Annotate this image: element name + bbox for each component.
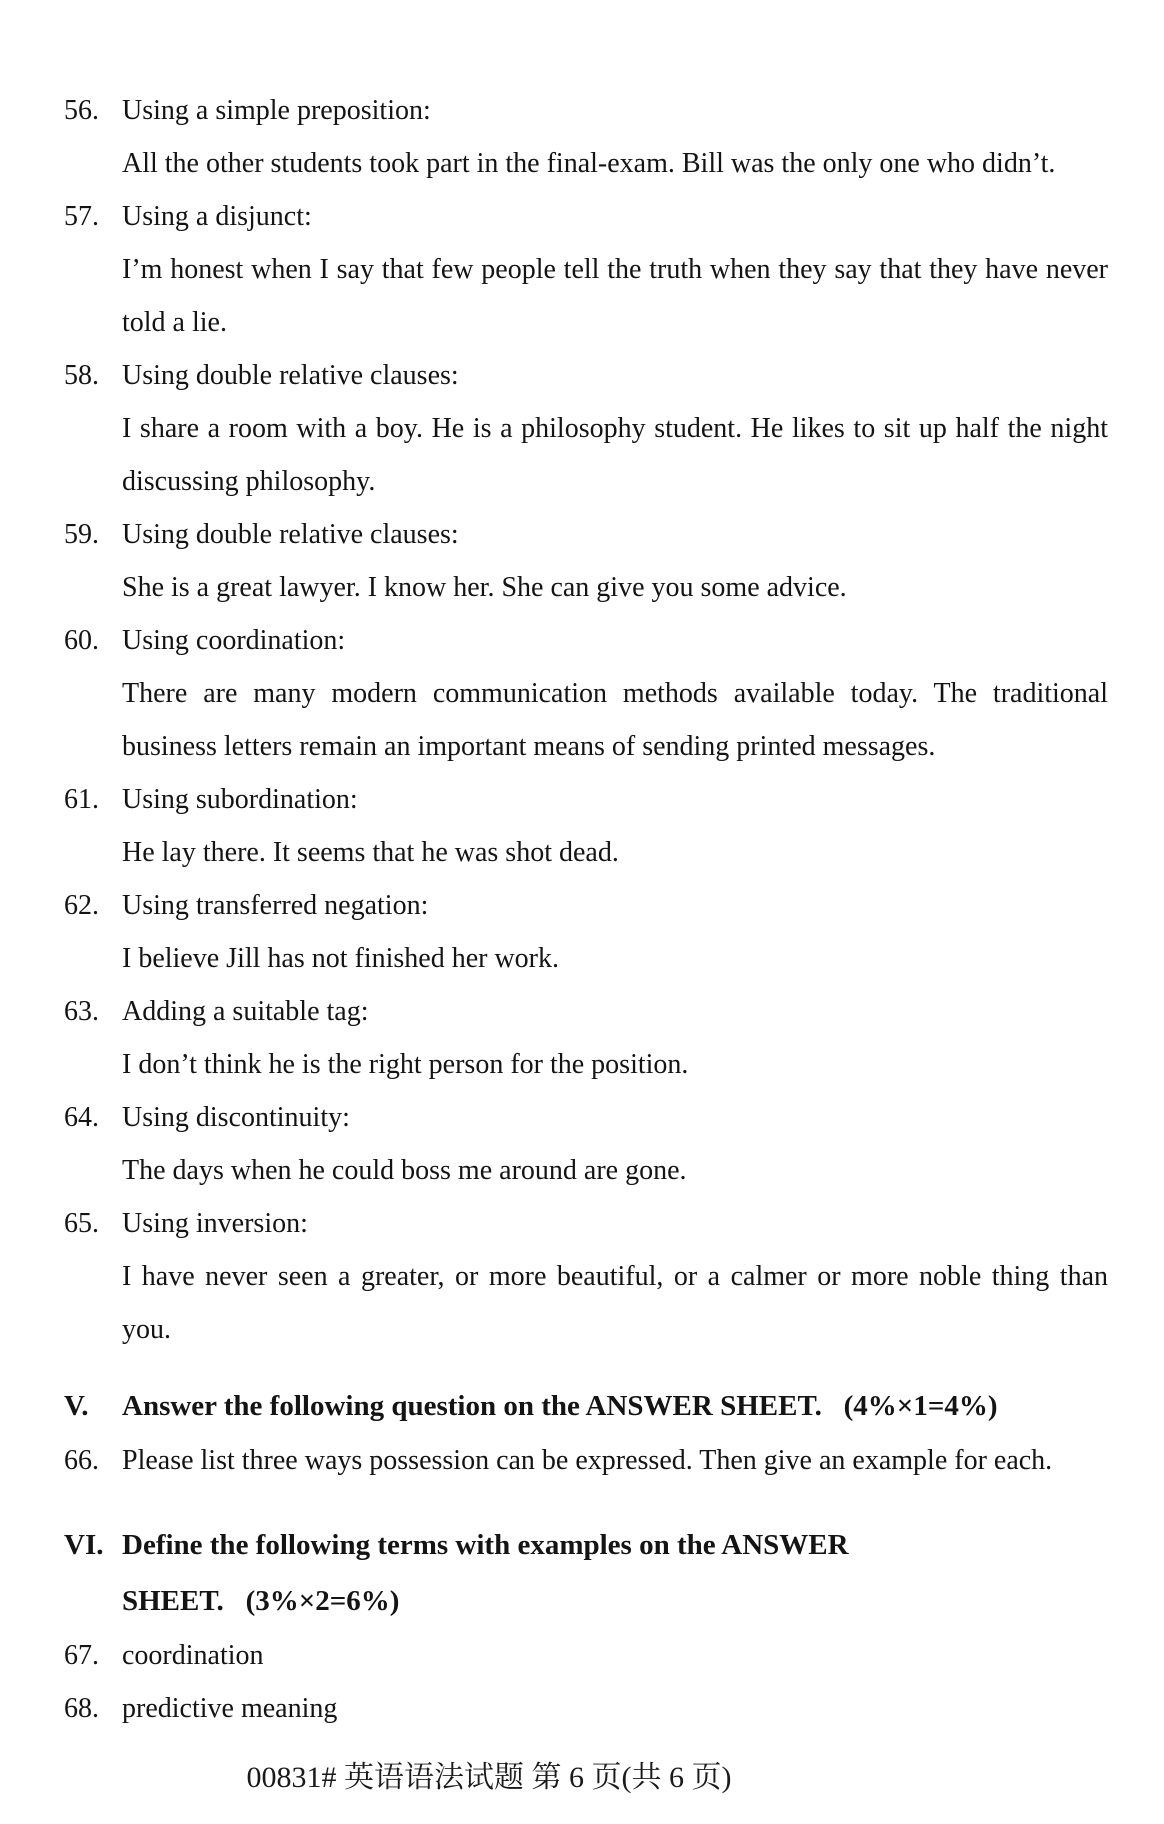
exercise-item-59 (64, 508, 1108, 614)
item-sentence: The days when he could boss me around are gone. (122, 1155, 687, 1186)
item-sentence: I share a room with a boy. He is a philosophy student. He likes to sit up half the night discussing philosophy. (122, 413, 1108, 497)
item-number: 61. (64, 784, 99, 815)
section-title (122, 1378, 998, 1434)
item-number: 62. (64, 890, 99, 921)
section-v-heading (64, 1378, 1108, 1434)
item-instruction: Using a disjunct: (122, 201, 312, 232)
item-number: 68. (64, 1693, 99, 1724)
exercise-item-64 (64, 1091, 1108, 1197)
item-number: 64. (64, 1102, 99, 1133)
section-title (122, 1517, 1108, 1629)
exercise-item-62 (64, 879, 1108, 985)
item-number: 63. (64, 996, 99, 1027)
item-sentence: I believe Jill has not finished her work. (122, 943, 560, 974)
item-text: predictive meaning (122, 1693, 338, 1724)
exercise-item-56 (64, 84, 1108, 190)
page-footer: 00831# 英语语法试题 第 6 页(共 6 页) (246, 1761, 732, 1794)
item-sentence: All the other students took part in the final-exam. Bill was the only one who didn’t. (122, 148, 1056, 179)
item-instruction: Using double relative clauses: (122, 519, 459, 550)
item-number: 57. (64, 201, 99, 232)
item-instruction: Using a simple preposition: (122, 95, 431, 126)
item-number: 65. (64, 1208, 99, 1239)
item-instruction: Using subordination: (122, 784, 358, 815)
item-sentence: I’m honest when I say that few people tell the truth when they say that they have never told a lie. (122, 254, 1108, 338)
exercise-item-61 (64, 773, 1108, 879)
section-title-text: Define the following terms with examples on the ANSWER SHEET. (122, 1529, 849, 1617)
exercise-item-58 (64, 349, 1108, 508)
item-instruction: Using inversion: (122, 1208, 308, 1239)
section-score: (4%×1=4%) (843, 1390, 998, 1422)
section-numeral: V. (64, 1390, 89, 1422)
section-title-text: Answer the following question on the ANSWER SHEET. (122, 1390, 822, 1422)
item-sentence: She is a great lawyer. I know her. She can give you some advice. (122, 572, 847, 603)
section-vi-heading (64, 1517, 1108, 1629)
item-instruction: Using discontinuity: (122, 1102, 350, 1133)
exercise-item-63 (64, 985, 1108, 1091)
item-instruction: Adding a suitable tag: (122, 996, 369, 1027)
section-numeral: VI. (64, 1529, 104, 1561)
item-instruction: Using transferred negation: (122, 890, 429, 921)
exercise-item-57 (64, 190, 1108, 349)
item-sentence: He lay there. It seems that he was shot dead. (122, 837, 619, 868)
item-number: 66. (64, 1445, 99, 1476)
exercise-item-67 (64, 1629, 1108, 1682)
exercise-item-68 (64, 1682, 1108, 1735)
item-number: 59. (64, 519, 99, 550)
item-text: Please list three ways possession can be expressed. Then give an example for each. (122, 1445, 1053, 1476)
item-sentence: I don’t think he is the right person for the position. (122, 1049, 689, 1080)
item-sentence: There are many modern communication methods available today. The traditional business letters remain an important means of sending printed messages. (122, 678, 1108, 762)
item-number: 58. (64, 360, 99, 391)
item-instruction: Using double relative clauses: (122, 360, 459, 391)
section-score: (3%×2=6%) (245, 1585, 400, 1617)
item-instruction: Using coordination: (122, 625, 346, 656)
exercise-item-65 (64, 1197, 1108, 1356)
item-number: 67. (64, 1640, 99, 1671)
exercise-item-66 (64, 1434, 1108, 1487)
item-number: 60. (64, 625, 99, 656)
item-text: coordination (122, 1640, 264, 1671)
exercise-item-60 (64, 614, 1108, 773)
item-sentence: I have never seen a greater, or more beautiful, or a calmer or more noble thing than you. (122, 1261, 1108, 1345)
item-number: 56. (64, 95, 99, 126)
